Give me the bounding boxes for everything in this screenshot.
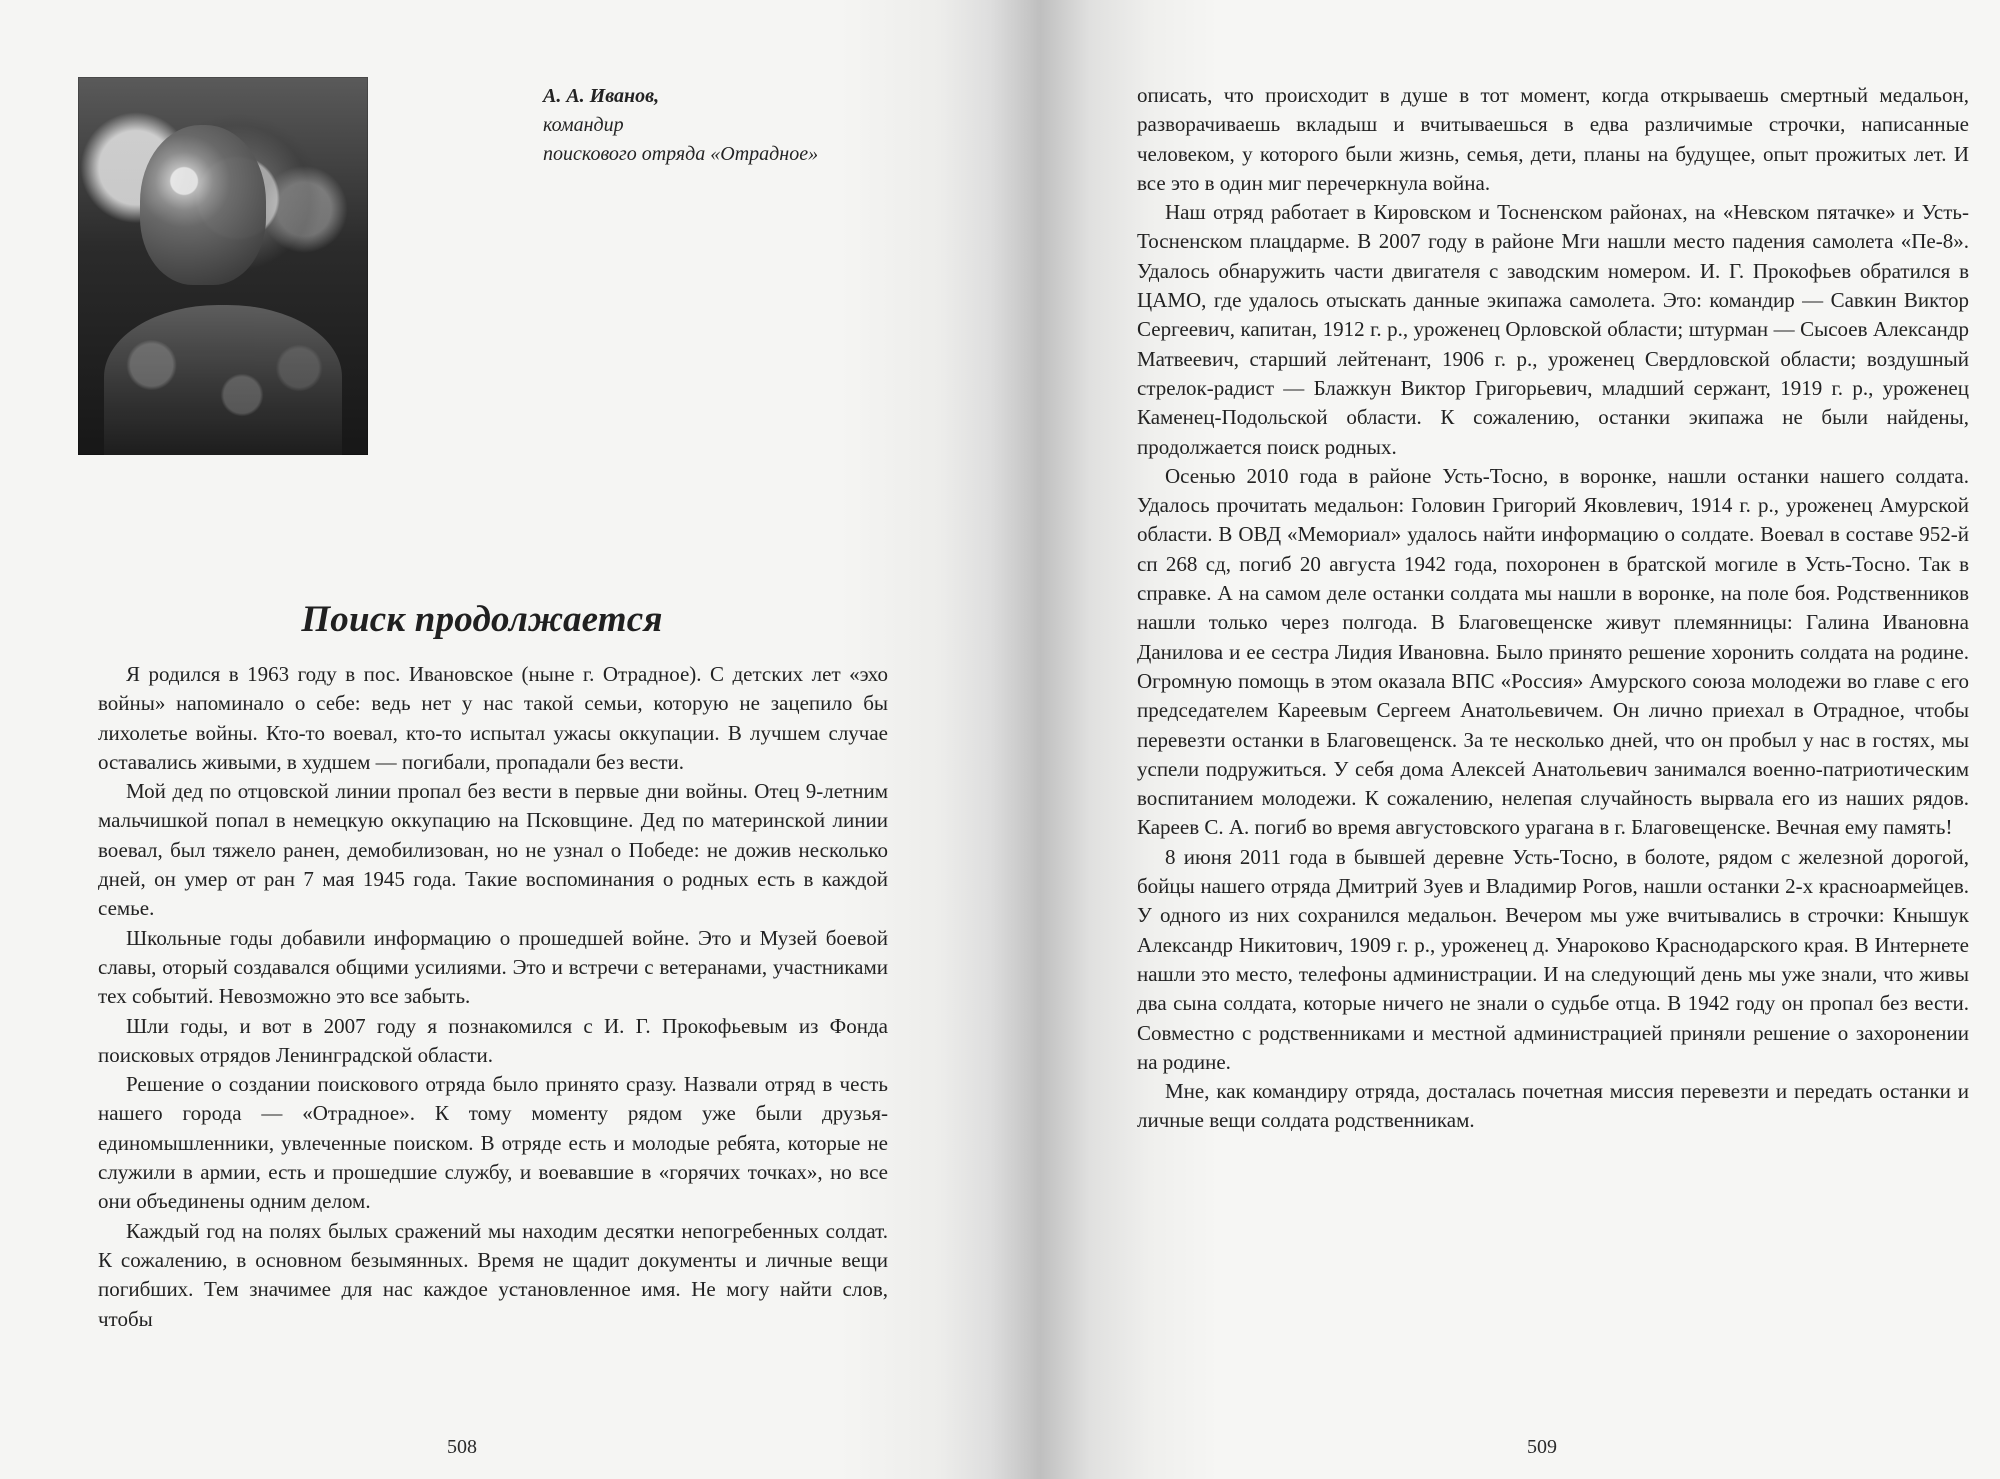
left-paragraph-6: Каждый год на полях былых сражений мы находим десятки непогребенных солдат. К сожалению, в основном безымянных. Время не щадит документы и личные вещи погибших. Тем значимее для нас каждое установленное имя. Не могу найти слов, чтобы [98, 1218, 888, 1331]
right-page [1030, 0, 2000, 1479]
author-caption [543, 82, 913, 169]
author-role-line-2: поискового отряда «Отрадное» [543, 143, 819, 165]
article-title: Поиск продолжается [301, 599, 663, 640]
left-paragraph-3: Школьные годы добавили информацию о прошедшей войне. Это и Музей боевой славы, оторый создавался общими усилиями. Это и встречи с ветеранами, участниками тех событий. Невозможно это все забыть. [98, 925, 888, 1009]
right-paragraph-1: описать, что происходит в душе в тот момент, когда открываешь смертный медальон, разворачиваешь вкладыш и вчитываешься в едва различимые строчки, написанные человеком, у которого были жизнь, семья, дети, планы на будущее, опыт прожитых лет. И все это в один миг перечеркнула война. [1137, 83, 1969, 195]
right-paragraph-2: Наш отряд работает в Кировском и Тосненском районах, на «Невском пятачке» и Усть-Тосненском плацдарме. В 2007 году в районе Мги нашли место падения самолета «Пе-8». Удалось обнаружить части двигателя с заводским номером. И. Г. Прокофьев обратился в ЦАМО, где удалось отыскать данные экипажа самолета. Это: командир — Савкин Виктор Сергеевич, капитан, 1912 г. р., уроженец Орловской области; штурман — Сысоев Александр Матвеевич, старший лейтенант, 1906 г. р., уроженец Свердловской области; воздушный стрелок-радист — Блажкун Виктор Григорьевич, младший сержант, 1919 г. р., уроженец Каменец-Подольской области. К сожалению, останки экипажа не были найдены, продолжается поиск родных. [1137, 200, 1969, 459]
left-paragraph-1: Я родился в 1963 году в пос. Ивановское (ныне г. Отрадное). С детских лет «эхо войны» напоминало о себе: ведь нет у нас такой семьи, которую не зацепило бы лихолетье войны. Кто-то воевал, кто-то испытал ужасы оккупации. В лучшем случае оставались живыми, в худшем — погибали, пропадали без вести. [98, 662, 888, 774]
author-name: А. А. Иванов, [543, 85, 660, 107]
author-role-line-1: командир [543, 114, 624, 136]
left-page-body [98, 660, 888, 1334]
left-page-number: 508 [447, 1436, 477, 1458]
author-photo [78, 77, 368, 455]
right-paragraph-3: Осенью 2010 года в районе Усть-Тосно, в воронке, нашли останки нашего солдата. Удалось прочитать медальон: Головин Григорий Яковлевич, 1914 г. р., уроженец Амурской области. В ОВД «Мемориал» удалось найти информацию о солдате. Воевал в составе 952-й сп 268 сд, погиб 20 августа 1942 года, похоронен в братской могиле в Усть-Тосно. Так в справке. А на самом деле останки солдата мы нашли в воронке, на поле боя. Родственников нашли только через полгода. В Благовещенске живут племянницы: Галина Ивановна Данилова и ее сестра Лидия Ивановна. Было принято решение хоронить солдата на родине. Огромную помощь в этом оказала ВПС «Россия» Амурского союза молодежи во главе с его председателем Кареевым Сергеем Анатольевичем. Он лично приехал в Отрадное, чтобы перевезти останки в Благовещенск. За те несколько дней, что он пробыл у нас в гостях, мы успели подружиться. У себя дома Алексей Анатольевич занимался военно-патриотическим воспитанием молодежи. К сожалению, нелепая случайность вырвала его из наших рядов. Кареев С. А. погиб во время августовского урагана в г. Благовещенске. Вечная ему память! [1137, 463, 1969, 840]
left-paragraph-2: Мой дед по отцовской линии пропал без вести в первые дни войны. Отец 9-летним мальчишкой попал в немецкую оккупацию на Псковщине. Дед по материнской линии воевал, был тяжело ранен, демобилизован, но не узнал о Победе: не дожив несколько дней, он умер от ран 7 мая 1945 года. Такие воспоминания о родных есть в каждой семье. [98, 779, 888, 921]
left-page [0, 0, 980, 1479]
left-paragraph-5: Решение о создании поискового отряда было принято сразу. Назвали отряд в честь нашего города — «Отрадное». К тому моменту рядом уже были друзья-единомышленники, увлеченные поиском. В отряде есть и молодые ребята, которые не служили в армии, есть и прошедшие службу, и воевавшие в «горячих точках», но все они объединены одним делом. [98, 1072, 888, 1214]
right-paragraph-4: 8 июня 2011 года в бывшей деревне Усть-Тосно, в болоте, рядом с железной дорогой, бойцы нашего отряда Дмитрий Зуев и Владимир Рогов, нашли останки 2-х красноармейцев. У одного из них сохранился медальон. Вечером мы уже вчитывались в строчки: Кнышук Александр Никитович, 1909 г. р., уроженец д. Унароково Краснодарского края. В Интернете нашли это место, телефоны администрации. И на следующий день мы уже знали, что живы два сына солдата, которые ничего не знали о судьбе отца. В 1942 году он пропал без вести. Совместно с родственниками и местной администрацией приняли решение о захоронении на родине. [1137, 844, 1969, 1074]
right-page-number: 509 [1527, 1436, 1557, 1458]
right-page-body [1137, 81, 1969, 1136]
right-paragraph-5: Мне, как командиру отряда, досталась почетная миссия перевезти и передать останки и личные вещи солдата родственникам. [1137, 1079, 1969, 1133]
left-paragraph-4: Шли годы, и вот в 2007 году я познакомился с И. Г. Прокофьевым из Фонда поисковых отрядов Ленинградской области. [98, 1013, 888, 1067]
